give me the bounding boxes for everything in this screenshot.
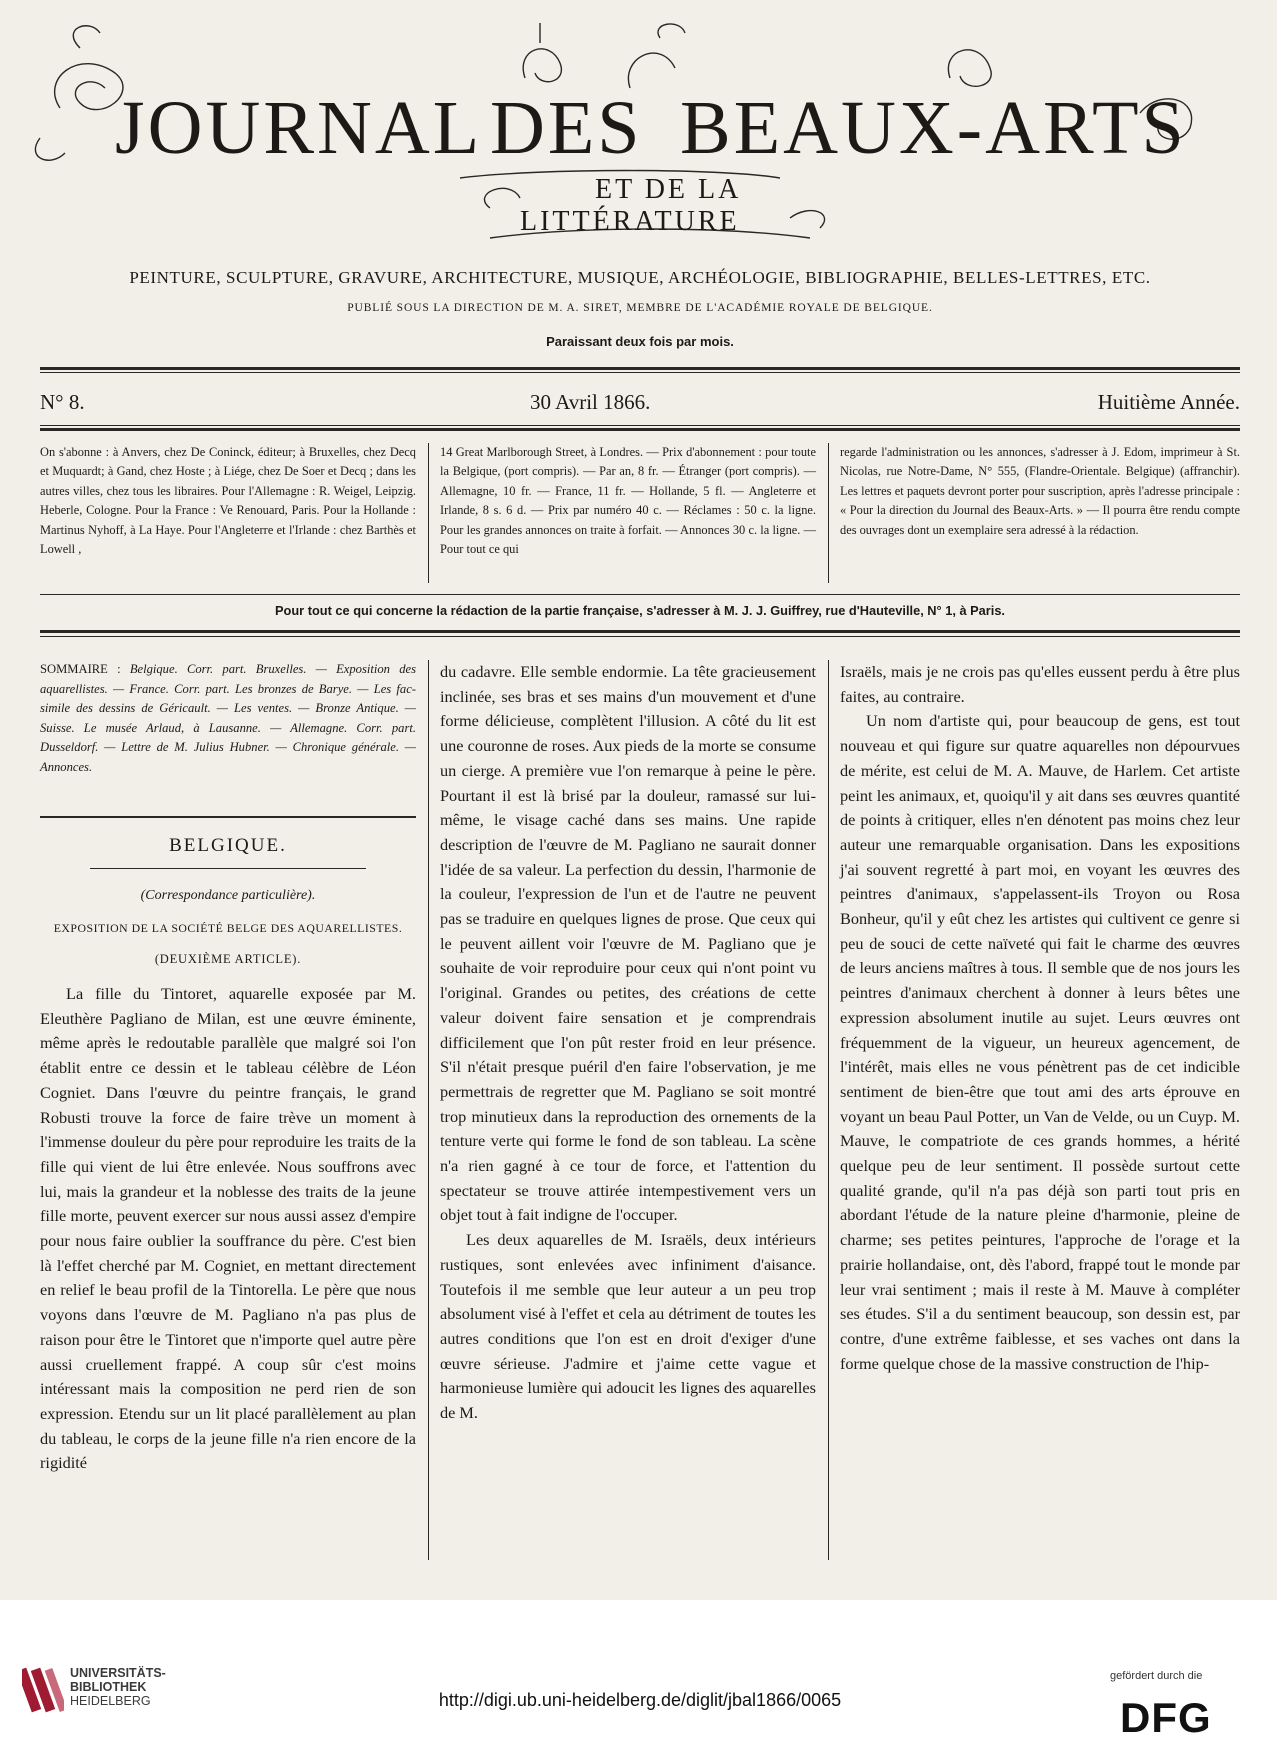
issue-year: Huitième Année. xyxy=(1097,390,1240,414)
redaction-notice: Pour tout ce qui concerne la rédaction de la partie française, s'adresser à M. J. J. Guiffrey, rue d'Hauteville, N° 1, à Paris. xyxy=(275,603,1005,618)
divider xyxy=(40,428,1240,431)
column-divider xyxy=(428,660,429,1560)
subscription-col-3: regarde l'administration ou les annonces, s'adresser à J. Edom, imprimeur à St. Nicolas, rue Notre-Dame, N° 555, (Flandre-Orientale. Belgique) (affranchir). Les lettres et paquets devront porter pour suscription, après l'adresse principale : « Pour la direction du Journal des Beaux-Arts. » — Il pourra être rendu compte des ouvrages dont un exemplaire sera adressé à la rédaction. xyxy=(840,445,1240,537)
divider xyxy=(40,816,416,818)
column-divider xyxy=(828,660,829,1560)
library-line-1: UNIVERSITÄTS- xyxy=(70,1666,166,1680)
dfg-logo: DFG xyxy=(1120,1694,1212,1741)
exposition-title: EXPOSITION DE LA SOCIÉTÉ BELGE DES AQUARELLISTES. xyxy=(53,921,403,935)
library-line-2: BIBLIOTHEK xyxy=(70,1680,147,1694)
direction-line: PUBLIÉ SOUS LA DIRECTION DE M. A. SIRET, MEMBRE DE L'ACADÉMIE ROYALE DE BELGIQUE. xyxy=(347,302,933,314)
summary-text: Belgique. Corr. part. Bruxelles. — Exposition des aquarellistes. — France. Corr. part. Les bronzes de Barye. — Les fac-simile des dessins de Géricault. — Les ventes. — Bronze Antique. — Suisse. Le musée Arlaud, à Lausanne. — Allemagne. Corr. part. Dusseldorf. — Lettre de M. Julius Hubner. — Chronique générale. — Annonces. xyxy=(40,662,416,774)
column-divider xyxy=(828,443,829,583)
article-number: (DEUXIÈME ARTICLE). xyxy=(154,952,302,966)
divider xyxy=(40,636,1240,637)
divider xyxy=(40,425,1240,426)
title-litterature: LITTÉRATURE xyxy=(520,206,740,237)
title-des: DES xyxy=(490,86,643,170)
divider xyxy=(40,372,1240,373)
issue-row xyxy=(40,390,1240,414)
summary xyxy=(40,660,416,777)
article-column-3 xyxy=(840,660,1240,1376)
issue-number: N° 8. xyxy=(40,390,85,414)
source-url[interactable]: http://digi.ub.uni-heidelberg.de/diglit/jbal1866/0065 xyxy=(438,1690,842,1710)
summary-label: SOMMAIRE : xyxy=(40,662,121,676)
divider xyxy=(90,868,366,869)
masthead-title xyxy=(20,18,1260,248)
correspondence-label: (Correspondance particulière). xyxy=(140,888,316,903)
paragraph: Les deux aquarelles de M. Israëls, deux intérieurs rustiques, sont enlevées avec infiniment d'aisance. Toutefois il me semble que leur auteur a un peu trop absolument visé à l'effet et cela au détriment de toutes les autres conditions que l'on est en droit d'exiger d'une œuvre sérieuse. J'admire et j'aime cette vague et harmonieuse lumière qui adoucit les lignes des aquarelles de M. xyxy=(440,1230,816,1423)
library-name xyxy=(70,1666,166,1708)
ub-logo-icon xyxy=(22,1664,64,1716)
divider xyxy=(40,630,1240,633)
subscription-col-1: On s'abonne : à Anvers, chez De Coninck, éditeur; à Bruxelles, chez Decq et Muquardt; à Gand, chez Hoste ; à Liége, chez De Soer et Decq ; dans les autres villes, chez tous les libraires. Pour l'Allemagne : R. Weigel, Leipzig. Heberle, Cologne. Pour la France : Ve Renouard, Paris. Pour la Hollande : Martinus Nyhoff, à La Haye. Pour l'Angleterre et l'Irlande : chez Barthès et Lowell , xyxy=(40,445,416,557)
frequency-line: Paraissant deux fois par mois. xyxy=(546,334,734,349)
article-column-2 xyxy=(440,660,816,1426)
issue-date: 30 Avril 1866. xyxy=(530,390,651,414)
funded-by-label: gefördert durch die xyxy=(1110,1670,1203,1682)
masthead xyxy=(20,18,1260,248)
section-heading: BELGIQUE. xyxy=(169,835,287,856)
paragraph: du cadavre. Elle semble endormie. La tête gracieusement inclinée, ses bras et ses mains d'un mouvement et d'une forme délicieuse, complètent l'illusion. A côté du lit est une couronne de roses. Aux pieds de la morte se consume un cierge. A première vue l'on remarque à peine le père. Pourtant il est là brisé par la douleur, ramassé sur lui-même, le visage caché dans ses mains. Une rapide description de l'œuvre de M. Pagliano ne saurait donner l'idée de sa valeur. La perfection du dessin, l'harmonie de la couleur, l'expression de l'un et de l'autre ne peuvent pas se traduire en quelques lignes de prose. Que ceux qui le peuvent aillent voir l'œuvre de M. Pagliano que je souhaite de voir reproduire pour ceux qui n'ont point vu l'original. Grandes ou petites, des créations de cette valeur doivent faire sensation et je comprendrais difficilement que l'on pût rester froid en leur présence. S'il n'était presque puéril d'en faire l'observation, je me permettrais de regretter que M. Pagliano se soit montré trop minutieux dans la reproduction des ornements de la tenture verte qui forme le fond de son tableau. La scène n'a rien gagné à ce tour de force, et l'attention du spectateur se trouve attirée intempestivement vers un objet tout à fait indigne de l'occuper. xyxy=(440,662,816,1225)
title-beaux-arts: BEAUX-ARTS xyxy=(680,86,1187,170)
column-divider xyxy=(428,443,429,583)
divider xyxy=(40,594,1240,595)
footer-bar xyxy=(0,1600,1277,1751)
title-journal: JOURNAL xyxy=(115,86,483,170)
subscription-col-2: 14 Great Marlborough Street, à Londres. — Prix d'abonnement : pour toute la Belgique, (port compris). — Par an, 8 fr. — Étranger (port compris). — Allemagne, 10 fr. — France, 11 fr. — Hollande, 5 fl. — Angleterre et Irlande, 8 s. 6 d. — Prix par numéro 40 c. — Réclames : 50 c. la ligne. Pour les grandes annonces on traite à forfait. — Annonces 30 c. la ligne. — Pour tout ce qui xyxy=(440,445,816,557)
article-column-1 xyxy=(40,982,416,1476)
title-et-de-la: ET DE LA xyxy=(595,174,742,205)
paragraph: La fille du Tintoret, aquarelle exposée par M. Eleuthère Pagliano de Milan, est une œuvre éminente, même après le redoutable parallèle que malgré soi l'on établit entre ce dessin et le tableau célèbre de Léon Cogniet. Dans l'œuvre du peintre français, le grand Robusti trouve la force de faire trève un moment à l'immense douleur du père pour reproduire les traits de la fille qui vient de lui être enlevée. Nous souffrons avec lui, mais la grandeur et la noblesse des traits de la jeune fille morte, peuvent exercer sur nous aussi assez d'empire pour nous faire oublier la souffrance du père. C'est bien là l'effet cherché par M. Cogniet, en mettant directement en relief le beau profil de la Tintorella. Le père que nous voyons dans l'œuvre de M. Pagliano n'a pas plus de raison pour être le Tintoret que n'importe quel autre père aussi cruellement frappé. A coup sûr c'est moins intéressant mais la composition ne perd rien de son expression. Etendu sur un lit placé parallèlement au plan du tableau, le corps de la jeune fille n'a rien encore de la rigidité xyxy=(40,984,416,1473)
subjects-line: PEINTURE, SCULPTURE, GRAVURE, ARCHITECTURE, MUSIQUE, ARCHÉOLOGIE, BIBLIOGRAPHIE, BELLES-LETTRES, ETC. xyxy=(129,268,1151,287)
paragraph: Un nom d'artiste qui, pour beaucoup de gens, est tout nouveau et qui figure sur quatre aquarelles non dépourvues de mérite, est celui de M. A. Mauve, de Harlem. Cet artiste peint les animaux, et, quoiqu'il y ait dans ses œuvres quantité de points à critiquer, elles n'en dénotent pas moins chez leur auteur une remarquable organisation. Dans les expositions j'ai souvent regretté à part moi, en voyant les œuvres des peintres d'animaux, s'appelassent-ils Troyon ou Rosa Bonheur, qu'il y eût chez les artistes qui cultivent ce genre si peu de souci de cette naïveté qui fait le charme des œuvres de leurs anciens maîtres à tous. Il semble que de nos jours les peintres d'animaux cherchent à donner à leurs bêtes une expression absolument inutile au sujet. Leurs œuvres ont fréquemment de la vigueur, un heureux agencement, de l'intérêt, mais elles ne vous pénètrent pas de cet indicible sentiment de bien-être que tout ami des arts éprouve en voyant un beau Paul Potter, un Van de Velde, ou un Cuyp. M. Mauve, le compatriote de ces grands hommes, a hérité quelque peu de leur sentiment. Il possède surtout cette qualité grande, qu'il n'a pas déjà son parti tout pris en abordant l'étude de la nature pleine d'harmonie, pleine de charme; ses petites peintures, l'approche de l'orage et la prairie hollandaise, ont, dès l'abord, frappé tout le monde par leur vrai sentiment ; mais il reste à M. Mauve à compléter ses études. S'il a du sentiment beaucoup, son dessin est, par contre, d'une extrême faiblesse, et ses vaches ont dans la forme quelque chose de la massive construction de l'hip- xyxy=(840,711,1240,1373)
paragraph: Israëls, mais je ne crois pas qu'elles eussent perdu à être plus faites, au contraire. xyxy=(840,662,1240,706)
library-line-3: HEIDELBERG xyxy=(70,1694,151,1708)
divider xyxy=(40,367,1240,370)
